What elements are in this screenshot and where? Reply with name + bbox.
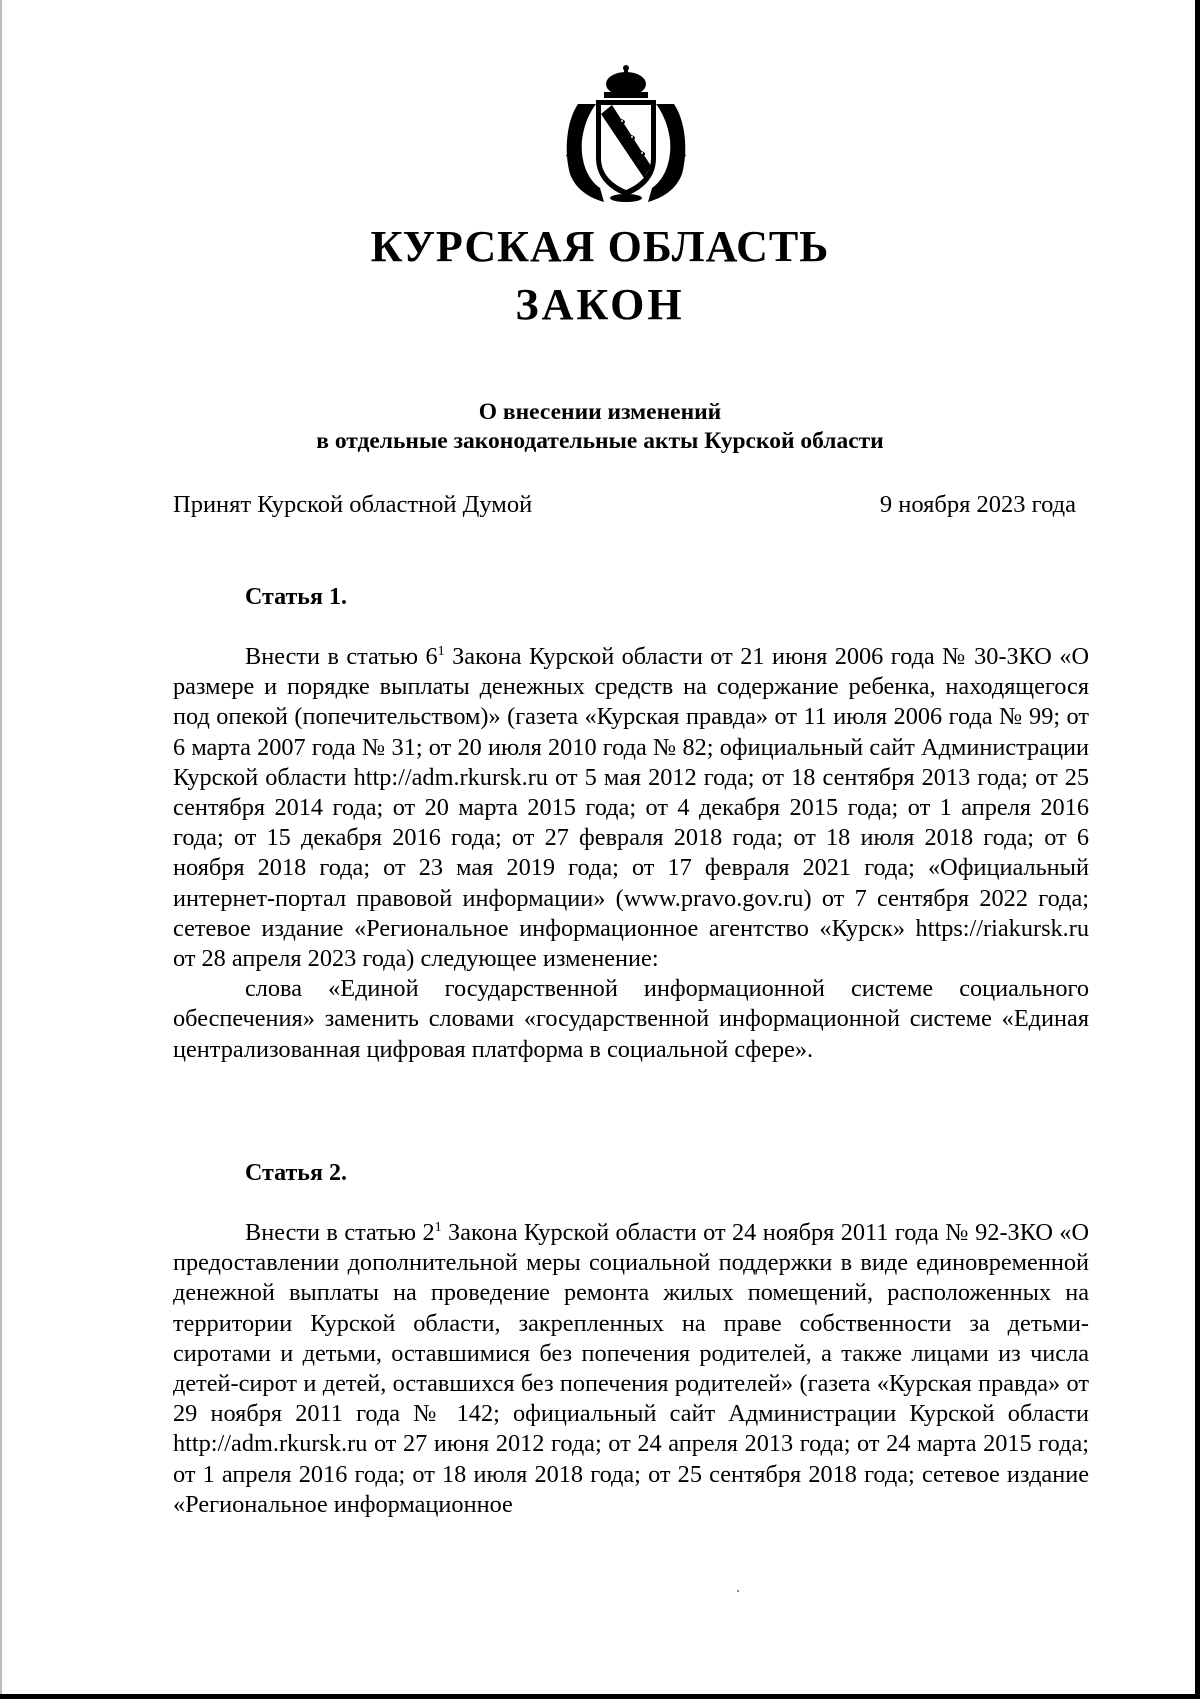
article-1-body: [173, 642, 1089, 1065]
article-2-superscript: 1: [434, 1220, 442, 1235]
article-1-text-rest: Закона Курской области от 21 июня 2006 года № 30-ЗКО «О размере и порядке выплаты денежных средств на содержание ребенка, находящегося под опекой (попечительством)» (газета «Курская правда» от 11 июля 2006 года № 99; от 6 марта 2007 года № 31; от 20 июля 2010 года № 82; официальный сайт Администрации Курской области http://adm.rkursk.ru от 5 мая 2012 года; от 18 сентября 2013 года; от 25 сентября 2014 года; от 20 марта 2015 года; от 4 декабря 2015 года; от 1 апреля 2016 года; от 15 декабря 2016 года; от 27 февраля 2018 года; от 18 июля 2018 года; от 6 ноября 2018 года; от 23 мая 2019 года; от 17 февраля 2021 года; «Официальный интернет-портал правовой информации» (www.pravo.gov.ru) от 7 сентября 2022 года; сетевое издание «Региональное информационное агентство «Курск» https://riakursk.ru от 28 апреля 2023 года) следующее изменение:: [173, 643, 1089, 973]
adopted-by: Принят Курской областной Думой: [173, 491, 533, 518]
law-title-line-1: О внесении изменений: [478, 399, 722, 425]
law-title: [0, 398, 1200, 456]
article-1-paragraph-2: слова «Единой государственной информационной системе социального обеспечения» заменить словами «государственной информационной системе «Единая централизованная цифровая платформа в социальной сфере».: [173, 975, 1089, 1063]
article-1-text-start: Внести в статью 6: [245, 643, 438, 670]
article-2-text-start: Внести в статью 2: [245, 1219, 435, 1246]
scan-edge-bottom: [0, 1694, 1200, 1699]
kursk-coat-of-arms-icon: [560, 62, 692, 204]
region-heading: КУРСКАЯ ОБЛАСТЬ: [370, 222, 830, 271]
article-2-body: [173, 1218, 1089, 1520]
document-type-heading: ЗАКОН: [515, 280, 685, 329]
article-1-heading: Статья 1.: [245, 584, 347, 610]
article-2-text-rest: Закона Курской области от 24 ноября 2011 года № 92-ЗКО «О предоставлении дополнительной меры социальной поддержки в виде единовременной денежной выплаты на проведение ремонта жилых помещений, расположенных на территории Курской области, закрепленных на праве собственности за детьми-сиротами и детьми, оставшимися без попечения родителей, а также лицами из числа детей-сирот и детей, оставшихся без попечения родителей» (газета «Курская правда» от 29 ноября 2011 года № 142; официальный сайт Администрации Курской области http://adm.rkursk.ru от 27 июня 2012 года; от 24 апреля 2013 года; от 24 марта 2015 года; от 1 апреля 2016 года; от 18 июля 2018 года; от 25 сентября 2018 года; сетевое издание «Региональное информационное: [173, 1219, 1089, 1518]
article-1-paragraph-1: [173, 642, 1089, 974]
adoption-date: 9 ноября 2023 года: [879, 491, 1076, 518]
article-1-superscript: 1: [437, 644, 445, 659]
article-2-heading: Статья 2.: [245, 1160, 347, 1186]
scan-speck: [737, 1590, 739, 1592]
law-title-line-2: в отдельные законодательные акты Курской области: [316, 428, 884, 454]
article-2-paragraph-1: [173, 1218, 1089, 1520]
